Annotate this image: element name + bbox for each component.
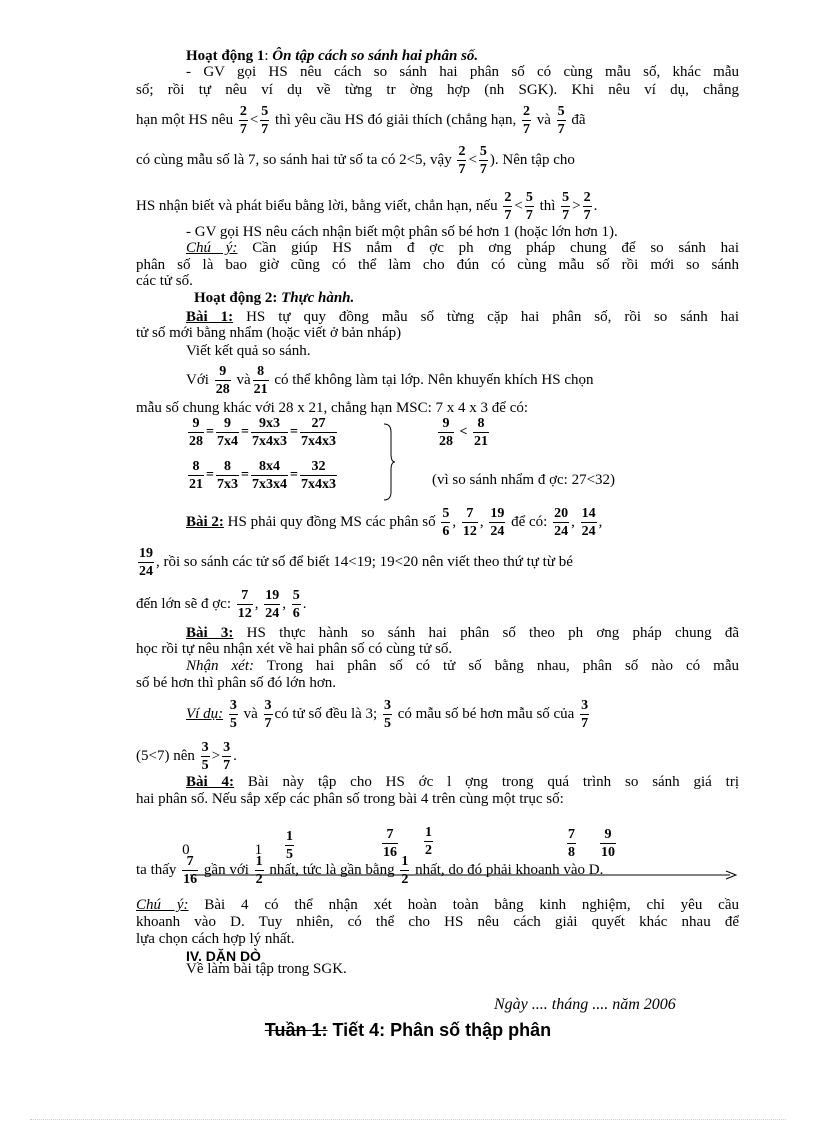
note1-line2: phân số là bao giờ cũng có thể làm cho đún có cùng mẫu số rồi mới so sánh [136, 257, 739, 273]
lesson-title: Tuần 1: Tiết 4: Phân số thập phân [264, 1020, 552, 1040]
bai3-vidu-2: (5<7) nên $\frac{3}{5}$ > $\frac{3}{7}$ . [136, 740, 237, 774]
fraction: $\frac{2}{7}$ [239, 104, 247, 138]
p2: - GV gọi HS nêu cách nhận biết một phân số bé hơn 1 (hoặc lớn hơn 1). [186, 224, 618, 240]
bai4-line2: hai phân số. Nếu sắp xếp các phân số trong bài 4 trên cùng một trục số: [136, 791, 564, 807]
fraction: $\frac{2}{7}$ [458, 144, 466, 178]
fraction: $\frac{5}{7}$ [557, 104, 565, 138]
p1-line5: HS nhận biết và phát biểu bằng lời, bằng viết, chẳn hạn, nếu $\frac{2}{7}$ < $\frac{5}{7}$ thì $\frac{5}{7}$ > $\frac{2}{7}$ . [136, 190, 598, 224]
date-line: Ngày .... tháng .... năm 2006 [494, 996, 676, 1013]
bai2-line1: Bài 2: HS phải quy đồng MS các phân số $\frac{5}{6}$ , $\frac{7}{12}$ , $\frac{19}{24}$ để có: $\frac{20}{24}$ , $\frac{14}{24}$ , [186, 506, 603, 540]
fraction: $\frac{5}{7}$ [525, 190, 533, 224]
bai2-line3: đến lớn sẽ đ ợc: $\frac{7}{12}$ , $\frac{19}{24}$ , $\frac{5}{6}$ . [136, 588, 307, 622]
equation-row-2: $\frac{8}{21}$ = $\frac{8}{7x3}$ = $\frac{8x4}{7x3x4}$ = $\frac{32}{7x4x3}$ [189, 459, 336, 492]
p1-line2: số; rồi tự nêu ví dụ về từng tr ờng hợp (nh SGK). Khi nêu ví dụ, chẳng [136, 82, 739, 98]
page-footer-divider [30, 1119, 786, 1120]
note1-line1: Chú ý: Cần giúp HS nắm đ ợc ph ơng pháp chung để so sánh hai [186, 240, 740, 256]
bai3-vidu: Ví dụ: $\frac{3}{5}$ và $\frac{3}{7}$ có tử số đều là 3; $\frac{3}{5}$ có mẫu số bé hơn mẫu số của $\frac{3}{7}$ [186, 698, 589, 732]
p1-line3: hạn một HS nêu $\frac{2}{7}$ < $\frac{5}{7}$ thì yêu cầu HS đó giải thích (chẳng hạn, $\frac{2}{7}$ và $\frac{5}{7}$ đã [136, 104, 586, 138]
section-iv-text: Về làm bài tập trong SGK. [186, 961, 347, 977]
bai3-line1: Bài 3: HS thực hành so sánh hai phân số theo ph ơng pháp chung đã [186, 625, 740, 641]
bai3-line2: học rồi tự nêu nhận xét về hai phân số có cùng tử số. [136, 641, 453, 657]
note2-line1: Chú ý: Bài 4 có thể nhận xét hoàn toàn bằng kinh nghiệm, chỉ yêu cầu [136, 897, 740, 913]
bai2-line2: $\frac{19}{24}$ , rồi so sánh các tử số để biết 14<19; 19<20 nên viết theo thứ tự từ bé [139, 546, 573, 580]
fraction: $\frac{9}{28}$ [215, 364, 230, 398]
bai1-line1: Bài 1: HS tự quy đồng mẫu số từng cặp hai phân số, rồi so sánh hai [186, 309, 740, 325]
bai1-line2: tử số mới bằng nhẩm (hoặc viết ở bản nháp) [136, 325, 402, 341]
note1-line3: các tử số. [136, 273, 193, 289]
bai1-line3: Viết kết quả so sánh. [186, 343, 311, 359]
bai4-line1: Bài 4: Bài này tập cho HS ớc l ợng trong quá trình so sánh giá trị [186, 774, 740, 790]
section-iv-heading: IV. DẶN DÒ [186, 948, 261, 964]
bai4-conclusion: ta thấy 0 $\frac{7}{16}$ gần với 1 $\frac{1}{2}$ nhất, tức là gần bằng $\frac{1}{2}$ nhất, do đó phải khoanh vào D. [136, 842, 604, 888]
p1-line1: - GV gọi HS nêu cách so sánh hai phân số có cùng mẫu số, khác mẫu [186, 64, 739, 80]
fraction: $\frac{5}{7}$ [562, 190, 570, 224]
hd1-heading: Hoạt động 1: Ôn tập cách so sánh hai phân số. [186, 48, 479, 64]
number-line: 1 5 7 16 1 2 7 8 9 10 [0, 820, 816, 900]
comparison-result: $\frac{9}{28}$ < $\frac{8}{21}$ [439, 416, 488, 449]
bai1-line4: Với $\frac{9}{28}$ và $\frac{8}{21}$ có thể không làm tại lớp. Nên khuyến khích HS chọn [186, 364, 594, 398]
fraction: $\frac{2}{7}$ [504, 190, 512, 224]
fraction: $\frac{2}{7}$ [583, 190, 591, 224]
fraction: $\frac{5}{7}$ [261, 104, 269, 138]
fraction: $\frac{5}{7}$ [479, 144, 487, 178]
note2-line3: lựa chọn cách hợp lý nhất. [136, 931, 295, 947]
bai3-nhanxet-1: Nhận xét: Trong hai phân số có tử số bằng nhau, phân số nào có mẫu [186, 658, 740, 674]
bai3-nhanxet-2: số bé hơn thì phân số đó lớn hơn. [136, 675, 337, 691]
bai1-note: (vì so sánh nhẩm đ ợc: 27<32) [432, 472, 616, 488]
bai1-line5: mẫu số chung khác với 28 x 21, chẳng hạn MSC: 7 x 4 x 3 để có: [136, 400, 529, 416]
note2-line2: khoanh vào D. Tuy nhiên, có thể cho HS nêu cách giải quyết khác nhau để [136, 914, 739, 930]
hd2-heading: Hoạt động 2: Thực hành. [194, 290, 355, 306]
equation-row-1: $\frac{9}{28}$ = $\frac{9}{7x4}$ = $\frac{9x3}{7x4x3}$ = $\frac{27}{7x4x3}$ [189, 416, 336, 449]
fraction: $\frac{2}{7}$ [522, 104, 530, 138]
p1-line4: có cùng mẫu số là 7, so sánh hai tử số ta có 2<5, vậy $\frac{2}{7}$ < $\frac{5}{7}$ ). Nên tập cho [136, 144, 575, 178]
brace-icon [382, 422, 396, 502]
fraction: $\frac{8}{21}$ [253, 364, 268, 398]
